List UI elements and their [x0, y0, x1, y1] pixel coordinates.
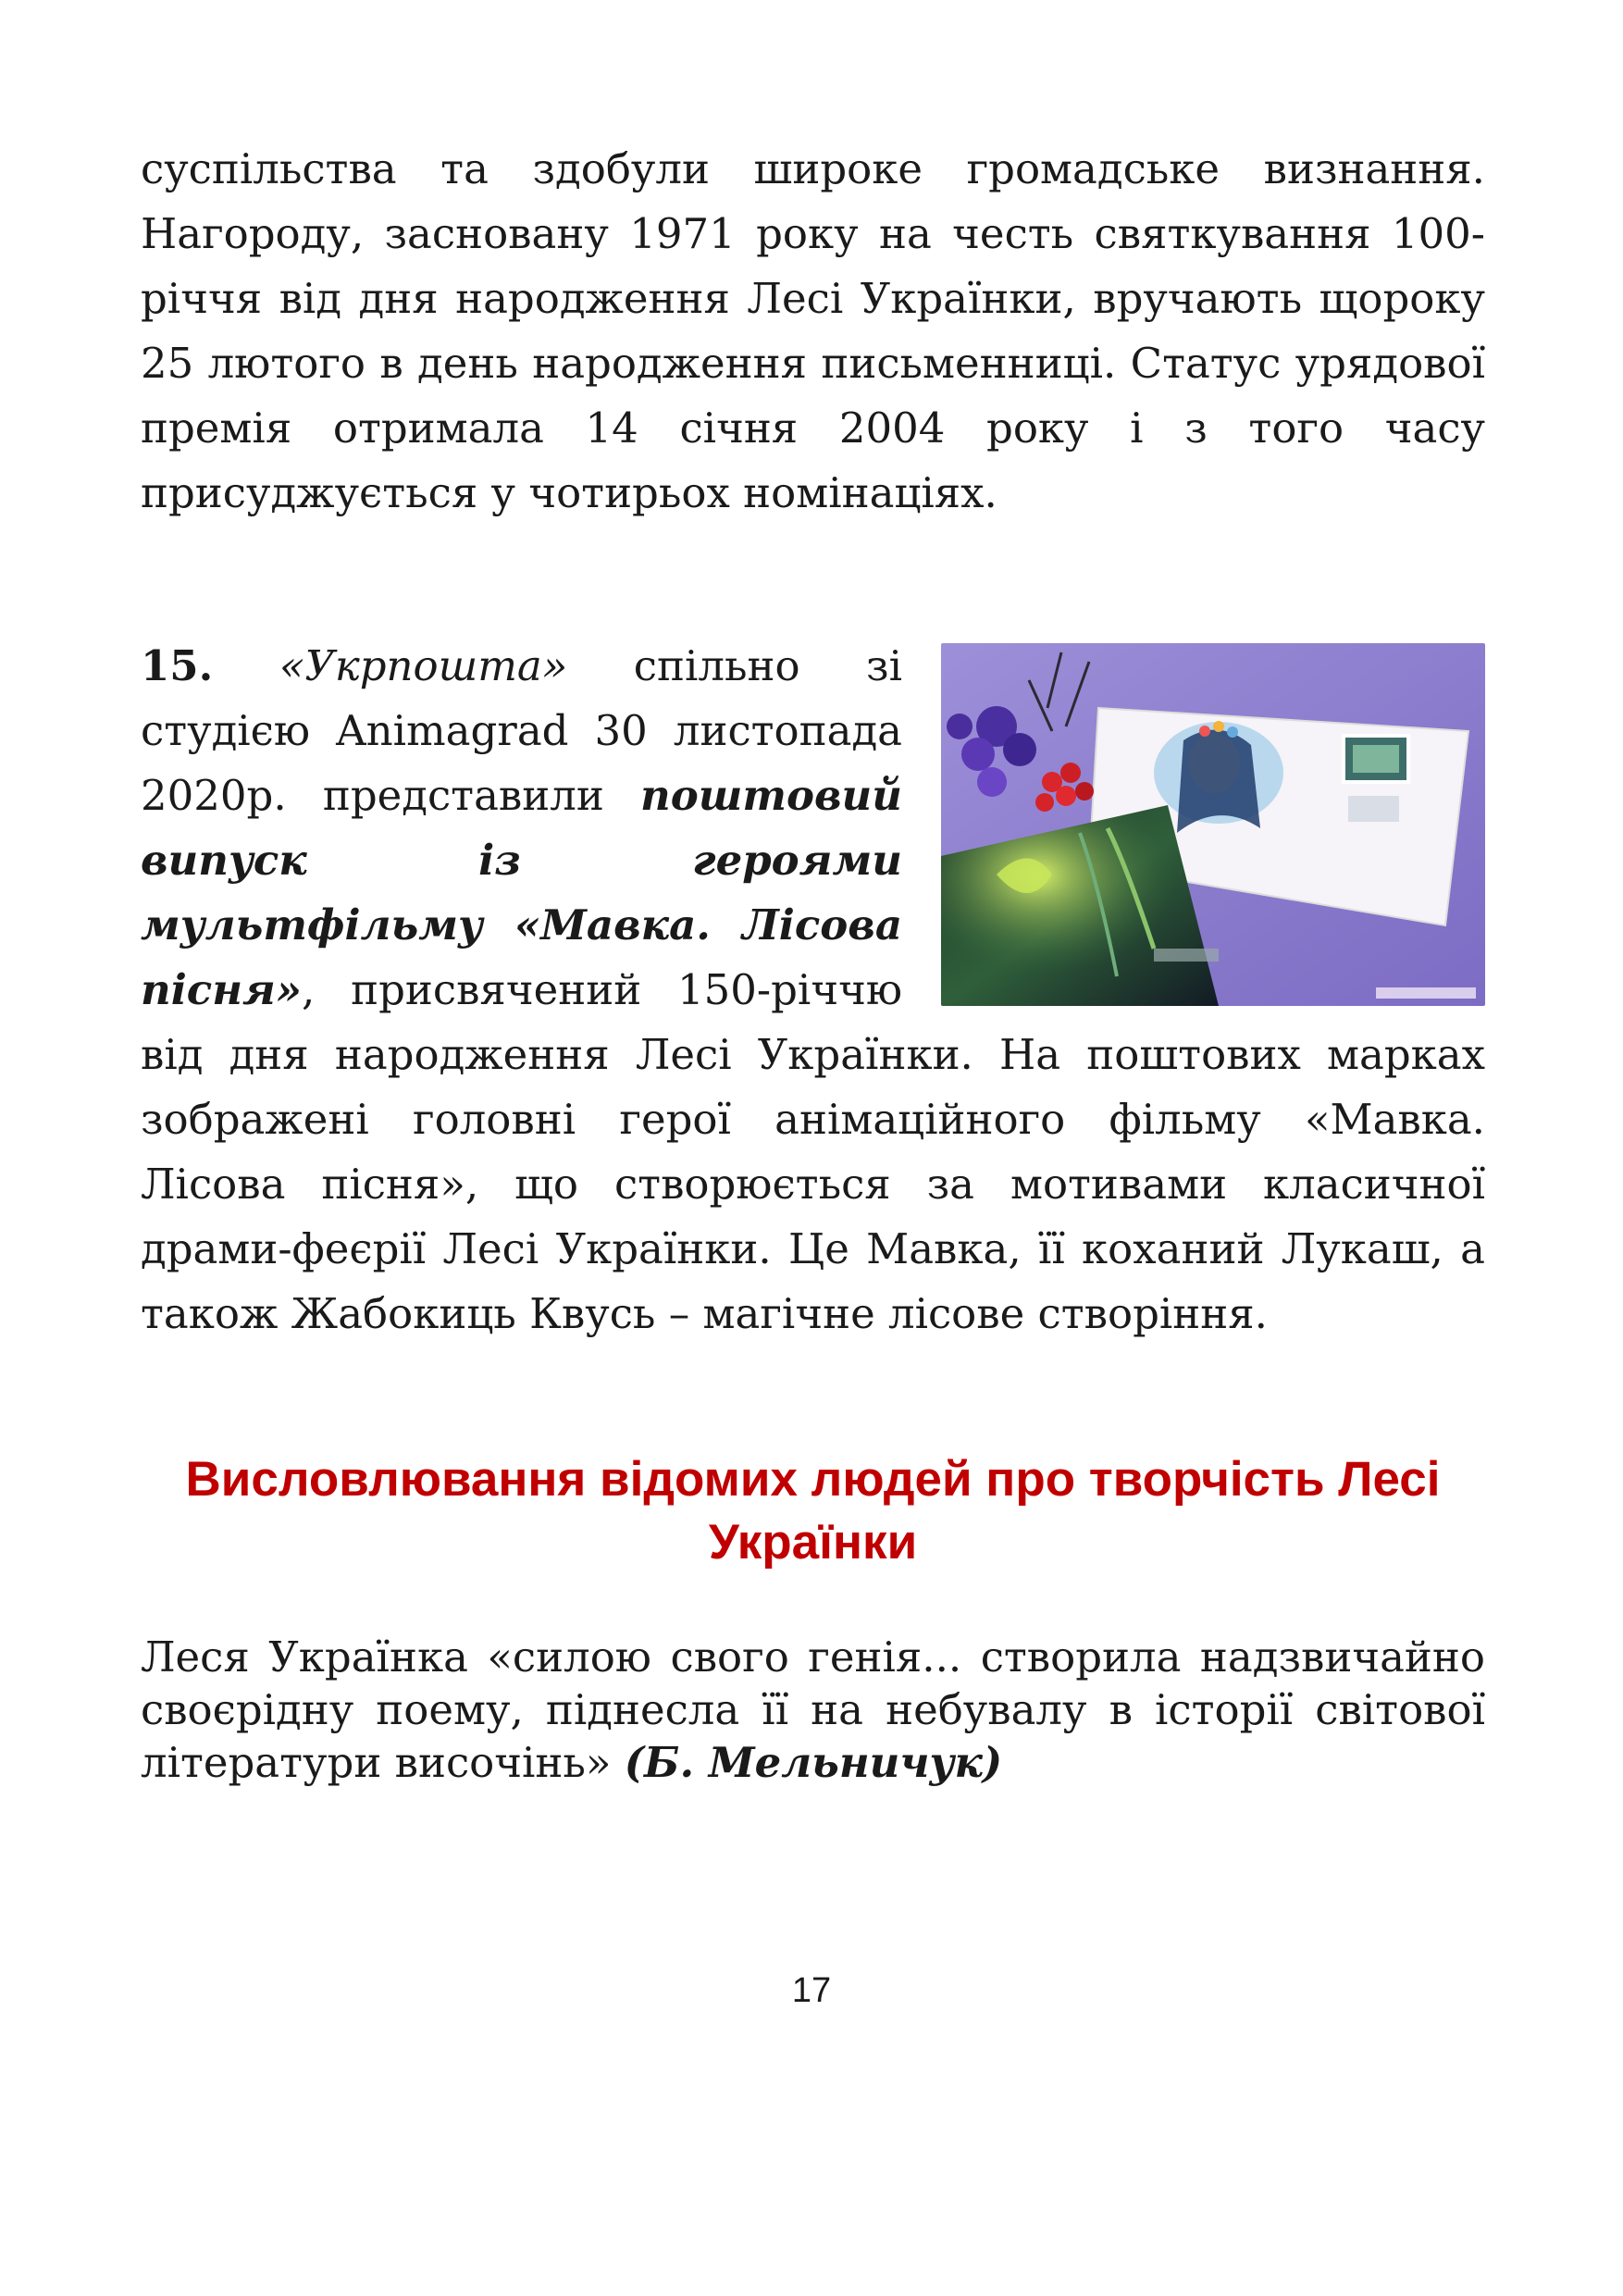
quote-paragraph: [141, 1631, 1485, 1789]
paragraph-item-15: [141, 634, 1485, 1347]
page-number: 17: [791, 1971, 832, 2010]
stamp-postcard-photo: [941, 643, 1485, 1006]
item-text-intro: спільно зі студією Animagrad 30 листопада 2020р. представили: [141, 641, 902, 820]
org-name: «Укрпошта»: [279, 641, 568, 690]
item-text-body: , присвячений 150-річчю від дня народження Лесі Українки. На поштових марках зображені головні герої анімаційного фільму «Мавка. Лісова пісня», що створюється за мотивами класичної драми-феєрії Лесі Українки. Це Мавка, її коханий Лукаш, а також Жабокиць Квусь – магічне лісове створіння.: [141, 965, 1485, 1338]
quote-text: Леся Українка «силою свого генія... створила надзвичайно своєрідну поему, піднесла її на небувалу в історії світової літератури височінь»: [141, 1632, 1485, 1787]
item-number: 15.: [141, 641, 214, 690]
item-emphasis: поштовий випуск із героями мультфільму «Мавка. Лісова пісня»: [141, 771, 902, 1014]
section-heading: Висловлювання відомих людей про творчість Лесі Українки: [185, 1452, 1441, 1570]
paragraph-prize-text: суспільства та здобули широке громадське визнання. Нагороду, засновану 1971 року на честь святкування 100-річчя від дня народження Лесі Українки, вручають щороку 25 лютого в день народження письменниці. Статус урядової премія отримала 14 січня 2004 року і з того часу присуджується у чотирьох номінаціях.: [141, 144, 1485, 517]
quote-author: (Б. Мельничук): [624, 1738, 1003, 1787]
